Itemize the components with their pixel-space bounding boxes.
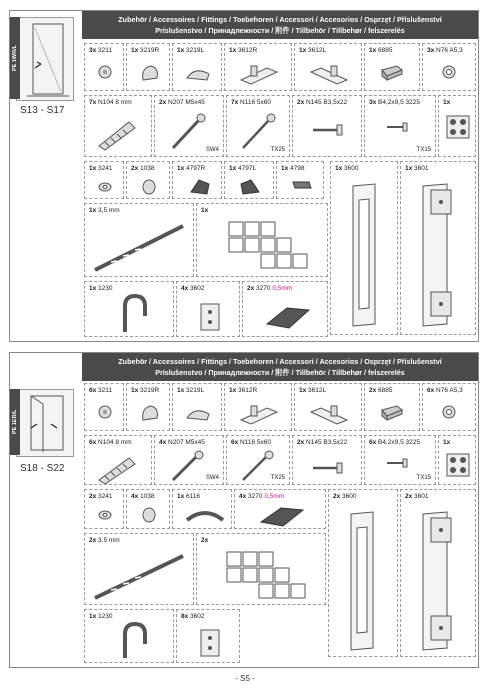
tool-size: TX25 <box>270 147 285 153</box>
part-cell-3600 <box>330 161 398 335</box>
part-cell-N207 <box>154 435 224 485</box>
part-cell-3612L <box>294 383 362 431</box>
qty: 1x <box>299 387 307 394</box>
end-cap-right-icon <box>187 176 211 196</box>
qty: 2x <box>297 439 305 446</box>
shower-door-icon <box>17 18 73 100</box>
part-cell-3600 <box>328 489 398 657</box>
screw-icon <box>239 112 279 152</box>
hinge-cover-left-icon <box>185 64 211 82</box>
part-cell-3602 <box>176 281 240 337</box>
bolt-icon <box>169 112 209 152</box>
qty: 6x <box>427 387 435 394</box>
mounting-plate-icon <box>195 626 225 660</box>
mounting-plate-icon <box>195 300 225 334</box>
part-cell-3219R <box>126 383 170 431</box>
qty: 1x <box>177 165 185 172</box>
drill-bit-icon <box>91 548 189 602</box>
seal-profile-icon <box>185 506 225 526</box>
shim-icon <box>263 302 313 332</box>
qty: 1x <box>281 165 289 172</box>
part-code: 3601 <box>414 165 429 172</box>
tool-size: SW4 <box>205 475 219 481</box>
part-code: 3241 <box>98 165 113 172</box>
qty: 1x <box>89 207 97 214</box>
wall-profile-right-icon <box>237 60 281 86</box>
qty: 1x <box>229 47 237 54</box>
part-cell-3211 <box>84 43 124 91</box>
qty: 2x <box>89 537 97 544</box>
part-code: 3602 <box>190 285 205 292</box>
qty: 4x <box>131 493 139 500</box>
tool-size: TX15 <box>416 475 431 481</box>
page-range: S13 - S17 <box>20 105 65 116</box>
qty: 2x <box>131 165 139 172</box>
handle-icon <box>345 180 385 330</box>
model-code-label: PE 1WR/L <box>10 17 20 99</box>
part-code: 6885 <box>378 47 393 54</box>
qty: 6x <box>231 439 239 446</box>
part-cell-3225 <box>364 95 436 157</box>
hook-icon <box>115 620 155 662</box>
part-cell-N145 <box>292 435 362 485</box>
part-cell-N104 <box>84 435 152 485</box>
qty: 1x <box>229 387 237 394</box>
disc-icon <box>141 506 157 524</box>
qty: 2x <box>333 493 341 500</box>
screw-icon <box>239 450 275 482</box>
qty: 1x <box>405 165 413 172</box>
part-cell-template <box>438 435 476 485</box>
qty: 1x <box>131 387 139 394</box>
qty: 1x <box>177 493 185 500</box>
hinge-cover-right-icon <box>139 402 161 424</box>
part-code: 3211 <box>98 47 113 54</box>
part-code: 1230 <box>98 613 113 620</box>
part-cell-3270 <box>234 489 326 529</box>
multilingual-header <box>82 11 478 39</box>
part-cell-3612R <box>224 383 292 431</box>
part-cell-N76 <box>422 43 476 91</box>
qty: 6x <box>89 439 97 446</box>
part-cell-3601 <box>400 489 476 657</box>
part-cell-3612L <box>294 43 362 91</box>
part-code: 6116 <box>186 493 201 500</box>
qty: 1x <box>201 207 209 214</box>
part-cell-tiles <box>196 203 328 277</box>
part-code: 3,5 mm <box>98 537 120 544</box>
page-range: S18 - S22 <box>20 463 65 474</box>
part-code: N104 8 mm <box>98 439 132 446</box>
disc-icon <box>141 178 157 196</box>
bolt-icon <box>169 450 205 482</box>
part-cell-3612R <box>224 43 292 91</box>
hinge-cover-left-icon <box>185 404 211 422</box>
part-cell-3225 <box>364 435 436 485</box>
part-code: 3219R <box>140 47 160 54</box>
fittings-panel-bottom <box>9 352 479 668</box>
drill-bit-icon <box>91 218 189 274</box>
qty: 1x <box>443 99 451 106</box>
part-code: 3211 <box>98 387 113 394</box>
ring-icon <box>97 180 113 194</box>
part-cell-3219R <box>126 43 170 91</box>
washer-icon <box>441 404 457 420</box>
clip-icon <box>291 178 313 192</box>
part-cell-N76 <box>422 383 476 431</box>
part-code: N104 8 mm <box>98 99 132 106</box>
part-cell-4798 <box>276 161 324 199</box>
drilling-template-icon <box>445 114 471 140</box>
shower-door-thumbnail <box>16 17 74 101</box>
wall-plug-icon <box>93 450 143 484</box>
qty: 1x <box>89 285 97 292</box>
part-code: 3219R <box>140 387 160 394</box>
tiny-screw-icon <box>385 456 411 470</box>
part-cell-3219L <box>172 383 222 431</box>
qty: 7x <box>89 99 97 106</box>
end-cap-left-icon <box>239 176 263 196</box>
qty: 3x <box>427 47 435 54</box>
part-code: 6885 <box>378 387 393 394</box>
model-code-label: PE 1ER/L <box>10 389 20 455</box>
shim-icon <box>257 504 307 528</box>
part-code: 1230 <box>98 285 113 292</box>
part-cell-1038 <box>126 161 170 199</box>
part-code: 3601 <box>414 493 429 500</box>
pad-icon <box>379 402 405 424</box>
part-code: 3219L <box>186 387 205 394</box>
part-cell-drill <box>84 533 194 605</box>
cap-icon <box>97 64 113 80</box>
corner-shower-icon <box>17 390 73 456</box>
part-code: 3241 <box>98 493 113 500</box>
part-code: 3219L <box>186 47 205 54</box>
qty: 2x <box>369 387 377 394</box>
part-code: 1038 <box>140 493 155 500</box>
ring-icon <box>97 508 113 522</box>
part-code: 3600 <box>342 493 357 500</box>
part-code: 3612L <box>308 47 327 54</box>
tool-size: SW4 <box>205 147 219 153</box>
part-code: 4797R <box>186 165 206 172</box>
fittings-panel-top <box>9 10 479 342</box>
part-code: B4,2x9,5 3225 <box>378 99 420 106</box>
part-cell-N116 <box>226 95 290 157</box>
qty: 2x <box>247 285 255 292</box>
wall-profile-left-icon <box>307 60 351 86</box>
thickness: 0,5mm <box>272 285 293 292</box>
qty: 1x <box>299 47 307 54</box>
part-cell-3601 <box>400 161 476 335</box>
part-cell-1230 <box>84 281 174 337</box>
cap-icon <box>97 404 113 420</box>
qty: 3x <box>89 47 97 54</box>
part-code: 4798 <box>290 165 305 172</box>
part-cell-drill <box>84 203 194 277</box>
part-code: N76 A5,3 <box>436 387 463 394</box>
header-line-1: Zubehör / Accessoires / Fittings / Toebehoren / Accessori / Accesorios / Osprzęt / Příslušenství <box>118 15 442 24</box>
part-cell-4797L <box>224 161 274 199</box>
protection-pads-icon <box>225 218 315 272</box>
qty: 1x <box>177 47 185 54</box>
part-code: 3612R <box>238 47 258 54</box>
qty: 2x <box>405 493 413 500</box>
tiny-screw-icon <box>385 120 411 134</box>
part-cell-6885 <box>364 43 420 91</box>
wall-profile-left-icon <box>307 400 351 426</box>
part-cell-3270 <box>242 281 328 337</box>
page-number: - S5 - <box>235 674 255 683</box>
qty: 8x <box>181 613 189 620</box>
part-cell-3241 <box>84 489 124 529</box>
handle-icon <box>343 508 383 654</box>
part-code: N207 M5x45 <box>168 439 205 446</box>
part-cell-1230 <box>84 609 174 663</box>
qty: 1x <box>369 47 377 54</box>
qty: 1x <box>89 613 97 620</box>
part-code: 3600 <box>344 165 359 172</box>
part-cell-6885 <box>364 383 420 431</box>
qty: 1x <box>443 439 451 446</box>
part-code: 3,5 mm <box>98 207 120 214</box>
part-code: 4797L <box>238 165 257 172</box>
qty: 2x <box>201 537 209 544</box>
part-cell-1038 <box>126 489 170 529</box>
qty: 1x <box>131 47 139 54</box>
part-cell-3211 <box>84 383 124 431</box>
washer-icon <box>441 64 457 80</box>
handle-bracket-icon <box>417 508 461 654</box>
hinge-cover-right-icon <box>139 62 161 84</box>
part-code: 3612L <box>308 387 327 394</box>
qty: 6x <box>89 387 97 394</box>
qty: 4x <box>159 439 167 446</box>
thickness: 0,5mm <box>264 493 285 500</box>
part-code: N145 B3,5x22 <box>306 99 348 106</box>
part-code: N207 M5x45 <box>168 99 205 106</box>
qty: 4x <box>239 493 247 500</box>
shower-corner-thumbnail <box>16 389 74 457</box>
part-cell-N145 <box>292 95 362 157</box>
part-cell-3219L <box>172 43 222 91</box>
part-cell-3602 <box>176 609 240 663</box>
tool-size: TX15 <box>416 147 431 153</box>
drilling-template-icon <box>445 452 471 478</box>
part-cell-tiles <box>196 533 326 605</box>
part-cell-N104 <box>84 95 152 157</box>
multilingual-header <box>82 353 478 381</box>
part-code: 3612R <box>238 387 258 394</box>
header-line-2: Príslušenstvo / Принадлежности / 附件 / Tillbehör / Tillbehør / felszerelés <box>155 368 405 377</box>
part-code: N145 B3,5x22 <box>306 439 348 446</box>
qty: 3x <box>369 99 377 106</box>
small-screw-icon <box>311 458 345 478</box>
qty: 2x <box>159 99 167 106</box>
wall-plug-icon <box>93 112 143 152</box>
part-code: B4,2x9,5 3225 <box>378 439 420 446</box>
part-code: N116 5x60 <box>240 439 272 446</box>
part-code: 3270 <box>256 285 271 292</box>
part-code: N116 5x60 <box>240 99 272 106</box>
qty: 1x <box>335 165 343 172</box>
part-code: 1038 <box>140 165 155 172</box>
handle-bracket-icon <box>417 180 461 330</box>
qty: 2x <box>297 99 305 106</box>
hook-icon <box>115 292 155 336</box>
pad-icon <box>379 62 405 84</box>
qty: 7x <box>231 99 239 106</box>
qty: 4x <box>181 285 189 292</box>
qty: 1x <box>177 387 185 394</box>
header-line-1: Zubehör / Accessoires / Fittings / Toebehoren / Accessori / Accesorios / Osprzęt / Příslušenství <box>118 357 442 366</box>
part-cell-template <box>438 95 476 157</box>
part-code: 3270 <box>248 493 263 500</box>
part-cell-N116 <box>226 435 290 485</box>
small-screw-icon <box>311 120 345 140</box>
qty: 2x <box>89 493 97 500</box>
part-cell-4797R <box>172 161 222 199</box>
wall-profile-right-icon <box>237 400 281 426</box>
part-code: 3602 <box>190 613 205 620</box>
part-cell-6116 <box>172 489 232 529</box>
part-cell-3241 <box>84 161 124 199</box>
qty: 1x <box>229 165 237 172</box>
protection-pads-icon <box>223 548 313 602</box>
tool-size: TX25 <box>270 475 285 481</box>
part-code: N76 A5,3 <box>436 47 463 54</box>
part-cell-N207 <box>154 95 224 157</box>
qty: 1x <box>89 165 97 172</box>
qty: 6x <box>369 439 377 446</box>
header-line-2: Príslušenstvo / Принадлежности / 附件 / Tillbehör / Tillbehør / felszerelés <box>155 26 405 35</box>
